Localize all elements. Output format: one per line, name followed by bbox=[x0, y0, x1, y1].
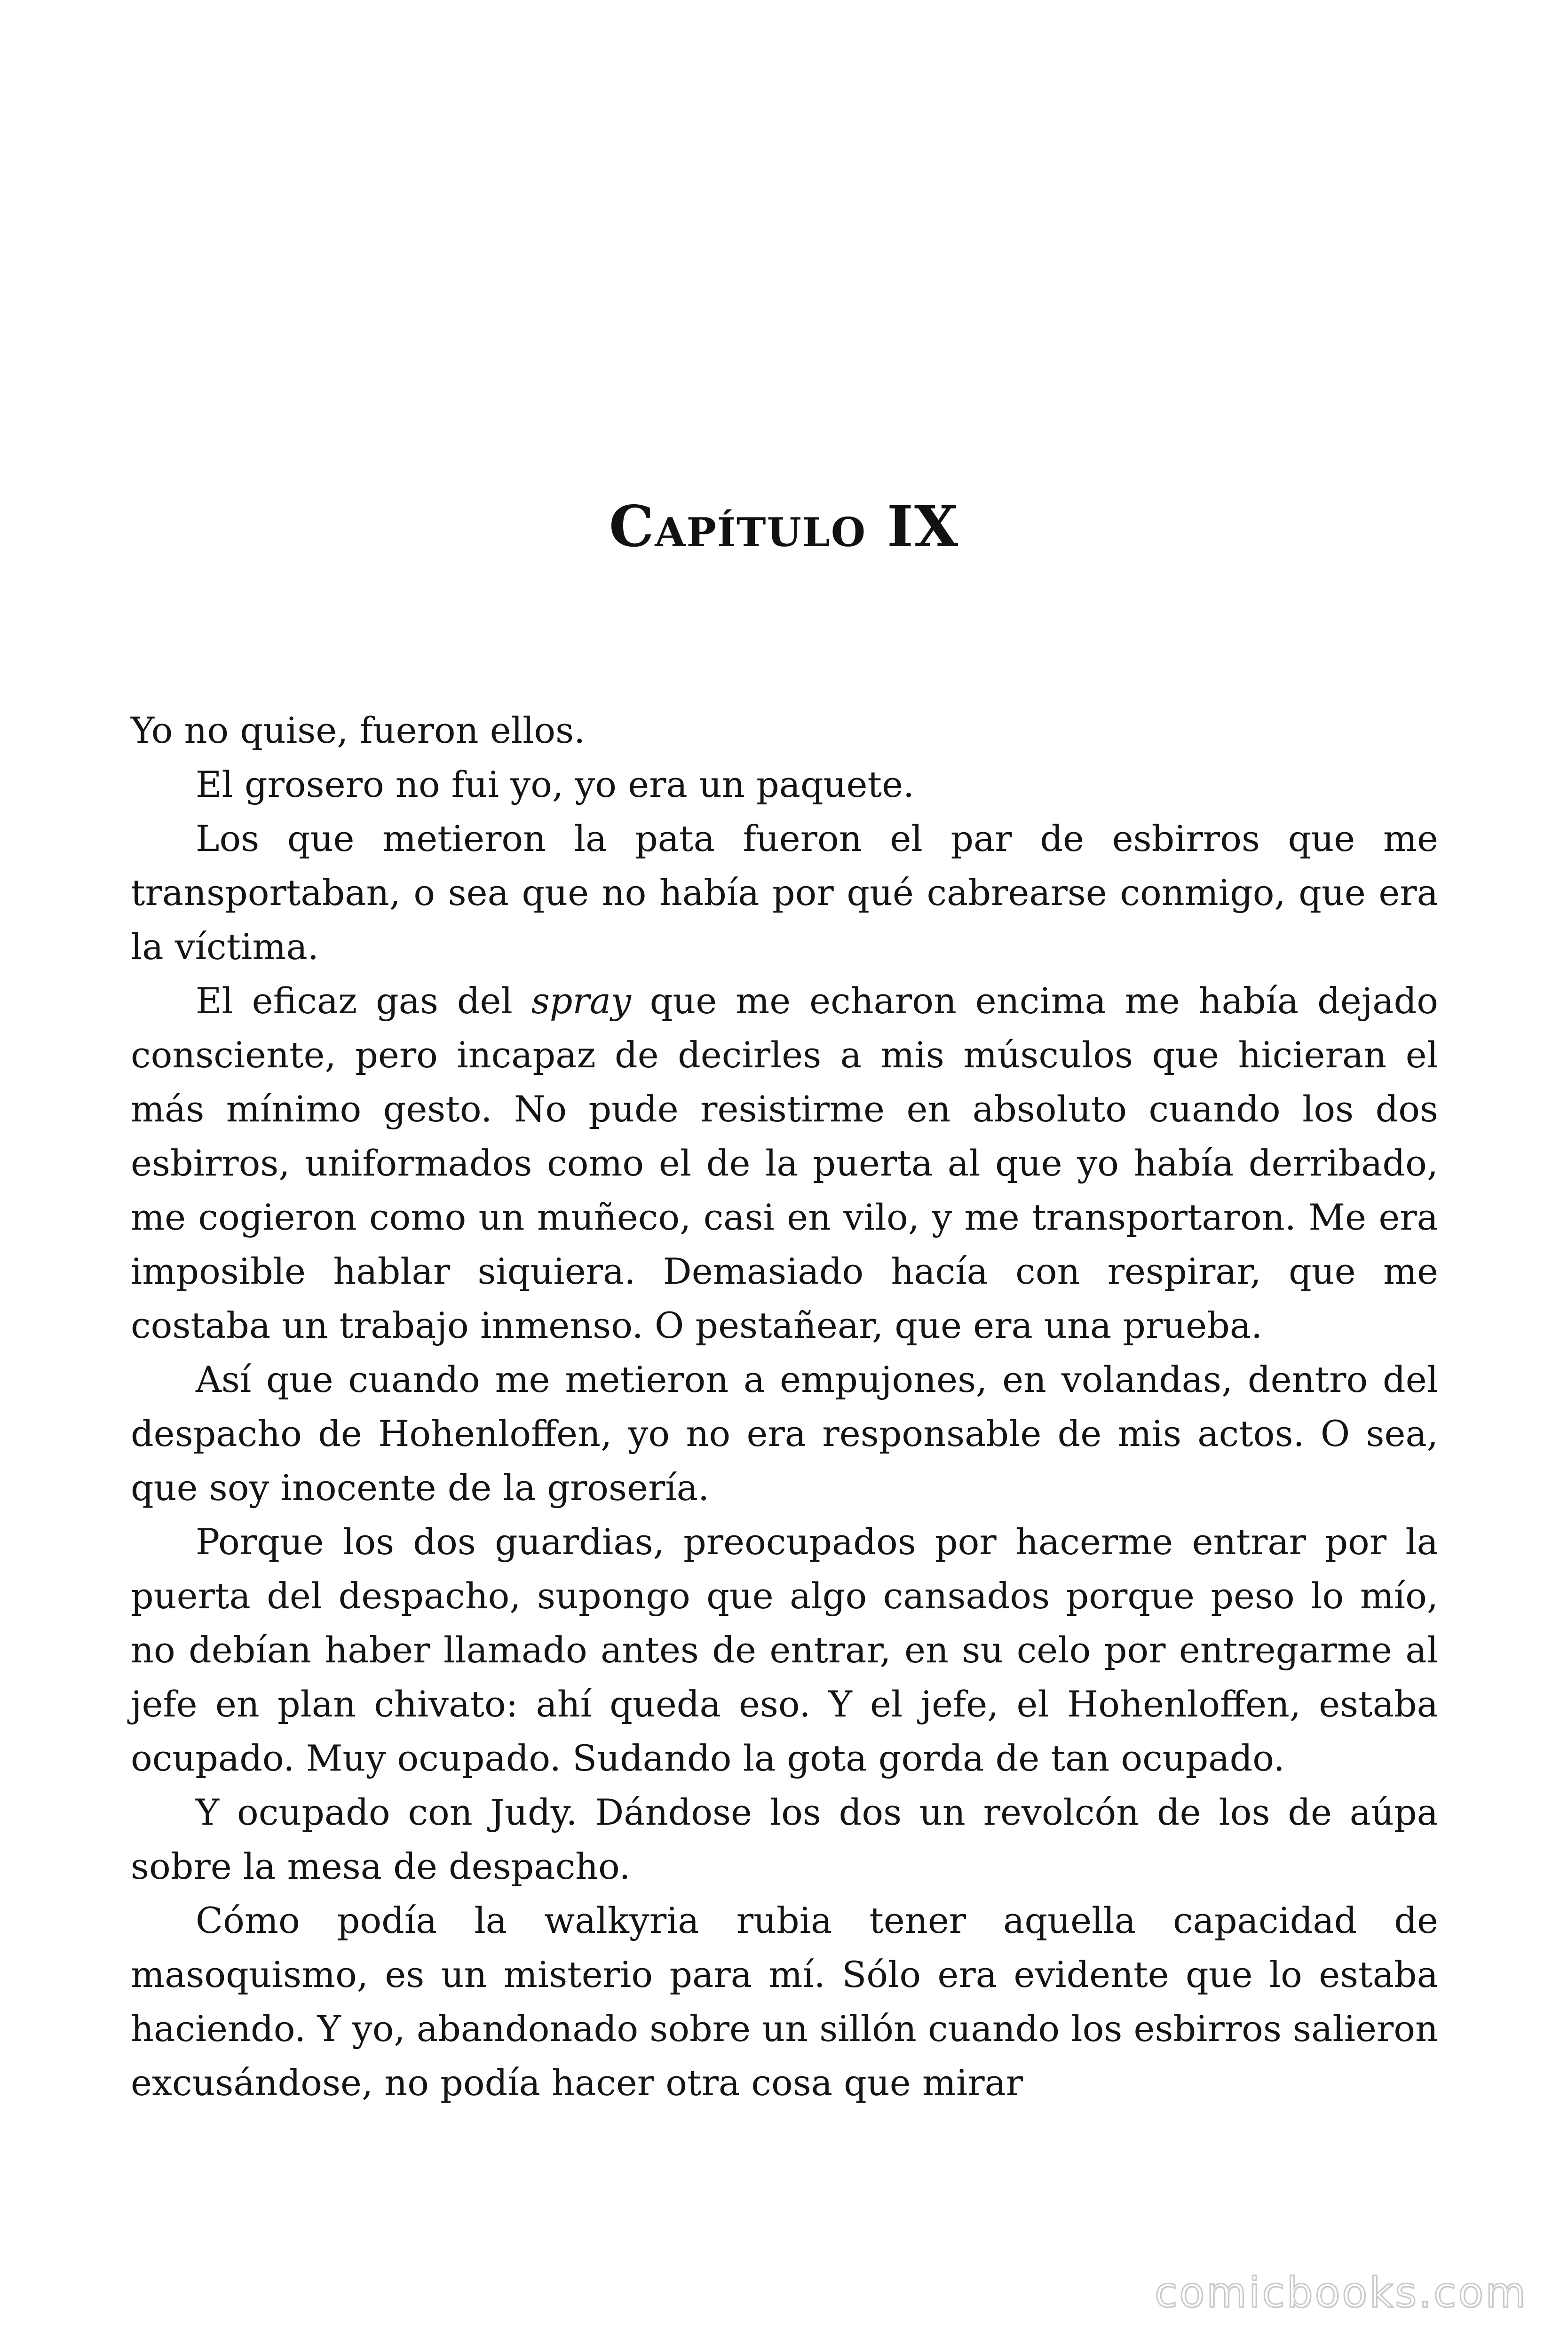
paragraph bbox=[131, 1515, 1438, 1785]
paragraph bbox=[131, 757, 1438, 811]
watermark: comicbooks.com bbox=[1154, 2268, 1528, 2317]
paragraph bbox=[131, 1785, 1438, 1893]
paragraph bbox=[131, 974, 1438, 1352]
paragraph-text: Porque los dos guardias, preocupados por hacerme entrar por la puerta del despacho, supongo que algo cansados porque peso lo mío, no debían haber llamado antes de entrar, en su celo por entregarme al jefe en plan chivato: ahí queda eso. Y el jefe, el Hohenloffen, estaba ocupado. Muy ocupado. Sudando la gota gorda de tan ocupado. bbox=[131, 1521, 1438, 1779]
paragraph-text: El grosero no fui yo, yo era un paquete. bbox=[196, 763, 915, 805]
paragraph bbox=[131, 1352, 1438, 1515]
paragraph-text: que me echaron encima me había dejado consciente, pero incapaz de decirles a mis músculos que hicieran el más mínimo gesto. No pude resistirme en absoluto cuando los dos esbirros, uniformados como el de la puerta al que yo había derribado, me cogieron como un muñeco, casi en vilo, y me transportaron. Me era imposible hablar siquiera. Demasiado hacía con respirar, que me costaba un trabajo inmenso. O pestañear, que era una prueba. bbox=[131, 980, 1438, 1346]
chapter-body bbox=[131, 703, 1438, 2110]
paragraph-text: Y ocupado con Judy. Dándose los dos un revolcón de los de aúpa sobre la mesa de despacho. bbox=[131, 1791, 1438, 1887]
paragraph-text: El eficaz gas del bbox=[196, 980, 531, 1022]
chapter-title: Capítulo IX bbox=[609, 493, 959, 560]
italic-word: spray bbox=[531, 980, 631, 1022]
paragraph-text: Así que cuando me metieron a empujones, en volandas, dentro del despacho de Hohenloffen, yo no era responsable de mis actos. O sea, que soy inocente de la grosería. bbox=[131, 1359, 1438, 1509]
paragraph-text: Yo no quise, fueron ellos. bbox=[131, 709, 586, 751]
paragraph bbox=[131, 703, 1438, 757]
paragraph bbox=[131, 1893, 1438, 2110]
paragraph bbox=[131, 811, 1438, 974]
paragraph-text: Cómo podía la walkyria rubia tener aquella capacidad de masoquismo, es un misterio para mí. Sólo era evidente que lo estaba haciendo. Y yo, abandonado sobre un sillón cuando los esbirros salieron excusándose, no podía hacer otra cosa que mirar bbox=[131, 1899, 1438, 2104]
paragraph-text: Los que metieron la pata fueron el par de esbirros que me transportaban, o sea que no había por qué cabrearse conmigo, que era la víctima. bbox=[131, 818, 1438, 968]
